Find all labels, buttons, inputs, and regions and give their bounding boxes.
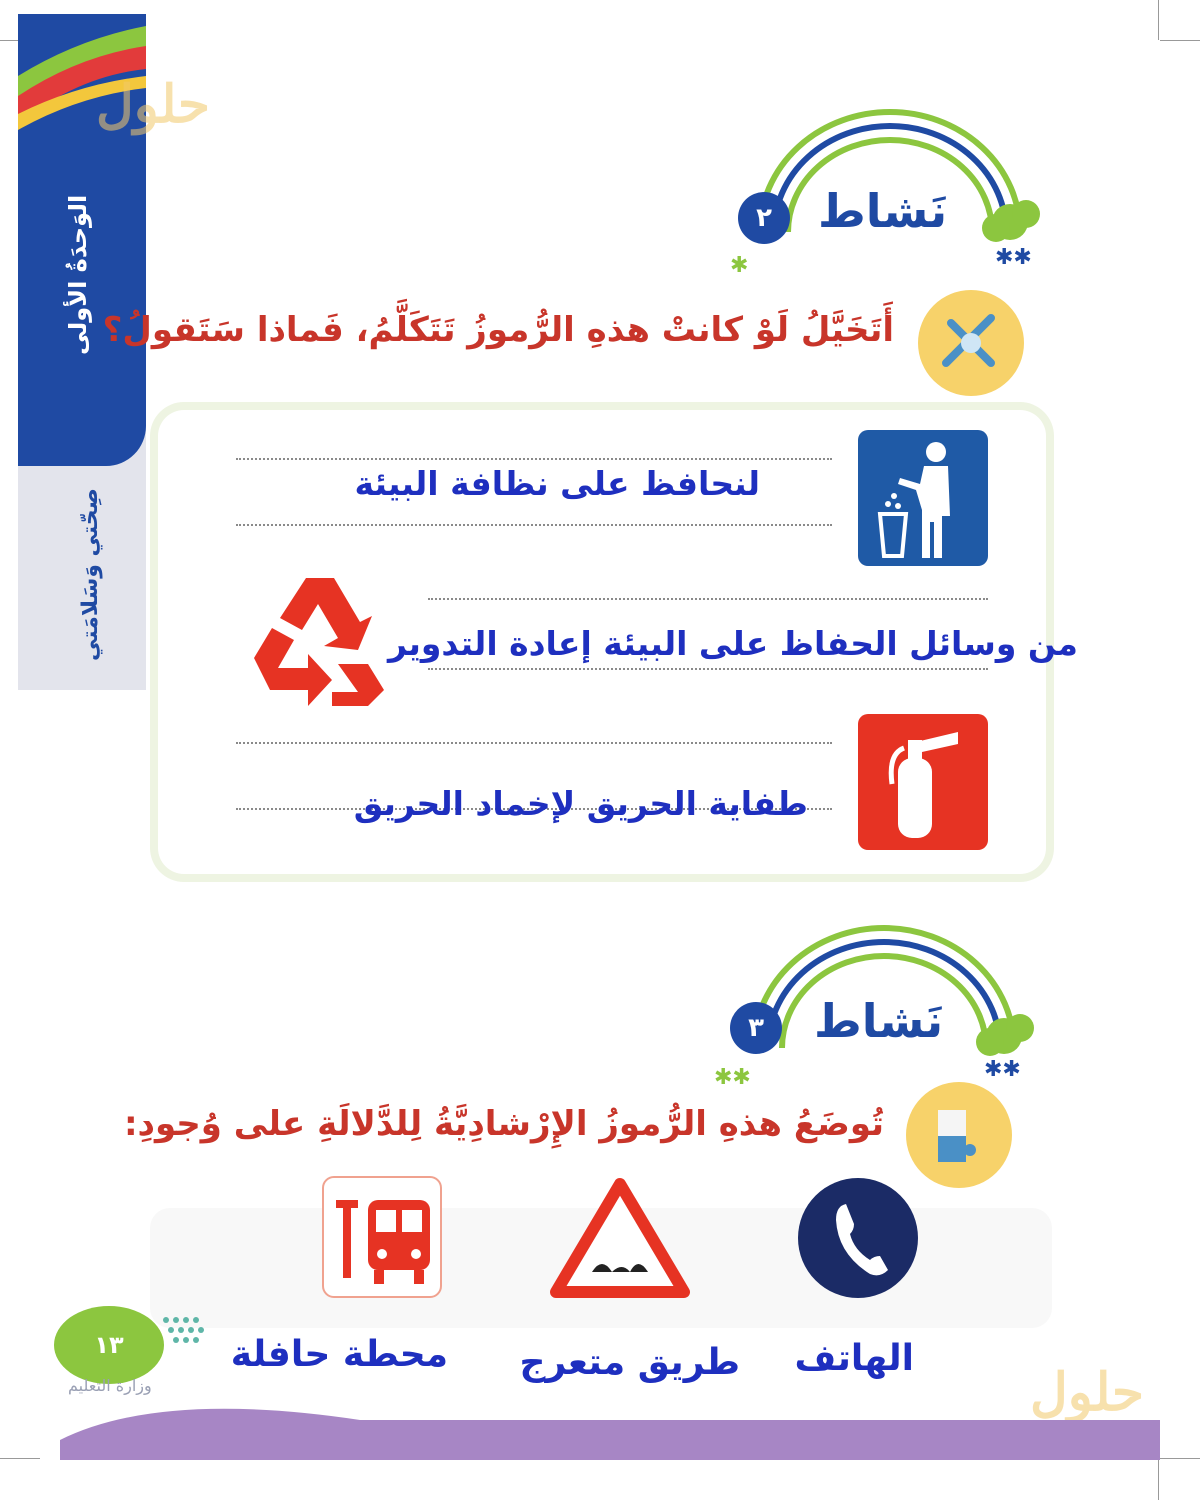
activity-question: تُوضَعُ هذهِ الرُّموزُ الإِرْشادِيَّةُ لِلدَّلالَةِ على وُجودِ: (123, 1104, 884, 1144)
crop-mark (0, 1458, 40, 1459)
activity-title: نَشاط (818, 184, 948, 238)
answer-line (236, 742, 832, 744)
unit-label: الوَحدَةُ الأولى (64, 194, 92, 356)
phone-icon (796, 1176, 920, 1300)
answer-text: طفاية الحريق لإخماد الحريق (353, 784, 808, 823)
svg-text:✱: ✱ (730, 253, 749, 278)
page-number: ١٣ (54, 1306, 164, 1384)
bus-stop-icon (322, 1176, 442, 1298)
recycle-icon (250, 572, 390, 712)
ministry-logo-text: وزارة التعليم (68, 1376, 152, 1395)
sign-label: الهاتف (794, 1338, 914, 1379)
topic-label: صِحّتي وَسَلامَتي (78, 488, 103, 662)
rainbow-icon (730, 82, 1040, 278)
thinking-icon (918, 290, 1024, 396)
activity-number: ٣ (730, 1002, 782, 1054)
bumpy-road-icon (550, 1176, 690, 1300)
answer-line (428, 598, 988, 600)
svg-text:✱✱: ✱✱ (995, 245, 1032, 270)
answer-line (236, 458, 832, 460)
sign-label: طريق متعرج (519, 1342, 740, 1383)
trash-bin-icon (858, 430, 988, 566)
ministry-logo-icon (160, 1314, 210, 1354)
crop-mark (1158, 0, 1159, 40)
svg-text:✱✱: ✱✱ (984, 1057, 1021, 1082)
answer-text: من وسائل الحفاظ على البيئة إعادة التدوير (387, 624, 1078, 663)
crop-mark (1160, 1458, 1200, 1459)
activity-title: نَشاط (814, 994, 944, 1048)
sign-label: محطة حافلة (230, 1334, 448, 1375)
svg-text:✱✱: ✱✱ (714, 1065, 751, 1090)
answer-line (428, 668, 988, 670)
watermark: حلول (1030, 1362, 1145, 1423)
crop-mark (1158, 1460, 1159, 1500)
fire-extinguisher-icon (858, 714, 988, 850)
answer-text: لنحافظ على نظافة البيئة (354, 464, 760, 503)
puzzle-icon (906, 1082, 1012, 1188)
activity-number: ٢ (738, 192, 790, 244)
footer-wave (60, 1380, 1160, 1460)
crop-mark (1160, 40, 1200, 41)
rainbow-icon (714, 898, 1034, 1090)
watermark: حلول (96, 74, 211, 135)
answer-line (236, 524, 832, 526)
activity-question: أَتَخَيَّلُ لَوْ كانتْ هذهِ الرُّموزُ تَتَكَلَّمُ، فَماذا سَتَقولُ؟ (102, 310, 894, 350)
